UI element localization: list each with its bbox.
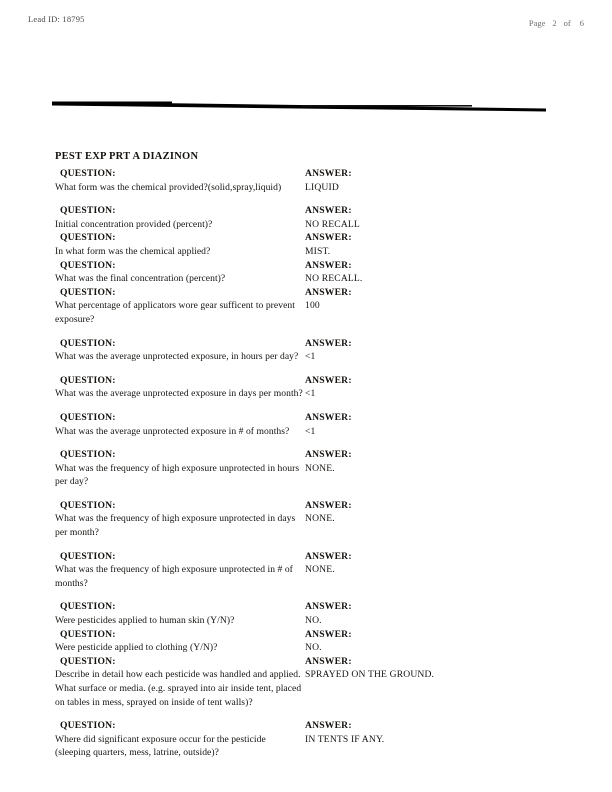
answer-text: LIQUID [305,181,339,193]
answer-text: NO. [305,642,322,654]
answer-cell [305,411,555,438]
row-spacer-cell [55,540,555,550]
answer-cell [305,231,555,258]
page-number-value: 2 [552,18,557,28]
question-label: QUESTION: [60,337,116,349]
question-text: What was the frequency of high exposure unprotected in # of months? [55,564,293,589]
row-spacer-cell [55,489,555,499]
answer-label: ANSWER: [305,374,352,386]
answer-label: ANSWER: [305,550,352,562]
answer-text: NONE. [305,564,335,576]
answer-cell [305,374,555,401]
page-word-label: Page [528,18,546,28]
row-spacer [55,364,555,374]
qa-row [55,600,555,627]
question-text: Were pesticide applied to clothing (Y/N)? [55,642,218,654]
question-cell [55,204,303,231]
qa-row [55,337,555,364]
question-text: What was the frequency of high exposure unprotected in days per month? [55,513,296,539]
qa-row [55,374,555,401]
qa-row [55,204,555,231]
qa-row [55,719,555,760]
answer-text: NO RECALL. [305,273,363,285]
answer-text: NO. [305,615,322,627]
qa-row [55,167,555,194]
qa-row [55,448,555,489]
answer-label: ANSWER: [305,655,352,667]
row-spacer-cell [55,327,555,337]
row-spacer-cell [55,709,555,719]
question-cell [55,231,303,258]
page-total-value: 6 [579,18,584,28]
question-label: QUESTION: [60,601,116,613]
answer-cell [305,448,555,489]
answer-label: ANSWER: [305,449,352,461]
question-label: QUESTION: [60,205,116,217]
question-cell [55,259,303,286]
answer-label: ANSWER: [305,168,352,179]
question-label: QUESTION: [60,232,116,244]
question-text: What percentage of applicators wore gear sufficent to prevent exposure? [55,300,295,325]
answer-text: NO RECALL [305,218,360,230]
answer-cell [305,499,555,540]
qa-row [55,628,555,655]
question-label: QUESTION: [60,374,116,386]
qa-row [55,231,555,258]
question-text: Were pesticides applied to human skin (Y/N)? [55,615,235,627]
row-spacer [55,327,555,337]
row-spacer-cell [55,401,555,411]
question-cell [55,655,303,709]
row-spacer [55,194,555,204]
answer-label: ANSWER: [305,286,352,298]
question-label: QUESTION: [60,168,116,179]
question-label: QUESTION: [60,550,116,562]
answer-text: MIST. [305,245,331,257]
qa-row [55,259,555,286]
answer-cell [305,550,555,591]
answer-label: ANSWER: [305,205,352,217]
answer-cell [305,628,555,655]
row-spacer [55,401,555,411]
answer-text: SPRAYED ON THE GROUND. [305,669,435,681]
answer-cell [305,337,555,364]
question-cell [55,628,303,655]
question-cell [55,719,303,760]
question-cell [55,374,303,401]
question-answer-rows [55,167,555,760]
question-label: QUESTION: [60,655,116,667]
qa-row [55,550,555,591]
question-text: What was the frequency of high exposure unprotected in hours per day? [55,462,300,488]
answer-label: ANSWER: [305,259,352,271]
row-spacer-cell [55,194,555,204]
question-text: What form was the chemical provided?(solid,spray,liquid) [55,181,282,193]
question-cell [55,550,303,591]
question-label: QUESTION: [60,449,116,461]
row-spacer [55,540,555,550]
answer-cell [305,600,555,627]
question-answer-table [55,167,555,760]
question-label: QUESTION: [60,720,116,732]
page-title: PEST EXP PRT A DIAZINON [55,151,199,162]
answer-cell [305,655,555,709]
row-spacer-cell [55,438,555,448]
answer-label: ANSWER: [305,232,352,244]
qa-row [55,411,555,438]
question-cell [55,337,303,364]
page-number-header [529,18,584,28]
row-spacer [55,590,555,600]
question-cell [55,600,303,627]
answer-label: ANSWER: [305,628,352,640]
row-spacer-cell [55,590,555,600]
answer-text: NONE. [305,462,335,474]
lead-id-header: Lead ID: 18795 [28,14,85,24]
answer-text: <1 [305,425,316,437]
question-cell [55,448,303,489]
question-cell [55,286,303,327]
answer-text: IN TENTS IF ANY. [305,733,385,745]
page-of-label: of [563,18,571,28]
row-spacer [55,709,555,719]
answer-text: <1 [305,351,316,363]
question-text: What was the average unprotected exposure, in hours per day? [55,351,299,363]
question-text: Initial concentration provided (percent)? [55,218,213,230]
question-label: QUESTION: [60,628,116,640]
row-spacer [55,438,555,448]
question-label: QUESTION: [60,499,116,511]
document-body [55,150,555,760]
question-cell [55,167,303,194]
row-spacer [55,489,555,499]
question-text: In what form was the chemical applied? [55,245,211,257]
answer-cell [305,167,555,194]
row-spacer-cell [55,364,555,374]
horizontal-rule [52,98,546,116]
answer-label: ANSWER: [305,337,352,349]
question-label: QUESTION: [60,259,116,271]
question-text: Describe in detail how each pesticide was handled and applied. What surface or media. (e.g. sprayed into air inside tent, placed on tables in mess, sprayed on inside of tent walls)? [55,669,302,708]
answer-text: <1 [305,388,316,400]
question-cell [55,411,303,438]
answer-cell [305,719,555,760]
answer-cell [305,204,555,231]
question-label: QUESTION: [60,411,116,423]
qa-row [55,655,555,709]
qa-row [55,499,555,540]
answer-label: ANSWER: [305,720,352,732]
answer-text: NONE. [305,513,335,525]
answer-cell [305,259,555,286]
question-cell [55,499,303,540]
answer-cell [305,286,555,327]
answer-label: ANSWER: [305,411,352,423]
answer-text: 100 [305,300,320,312]
question-label: QUESTION: [60,286,116,298]
question-text: What was the final concentration (percent)? [55,273,226,285]
question-text: What was the average unprotected exposure in days per month? [55,388,303,400]
answer-label: ANSWER: [305,601,352,613]
answer-label: ANSWER: [305,499,352,511]
question-text: What was the average unprotected exposure in # of months? [55,425,290,437]
question-text: Where did significant exposure occur for the pesticide (sleeping quarters, mess, latrine, outside)? [55,733,266,759]
qa-row [55,286,555,327]
